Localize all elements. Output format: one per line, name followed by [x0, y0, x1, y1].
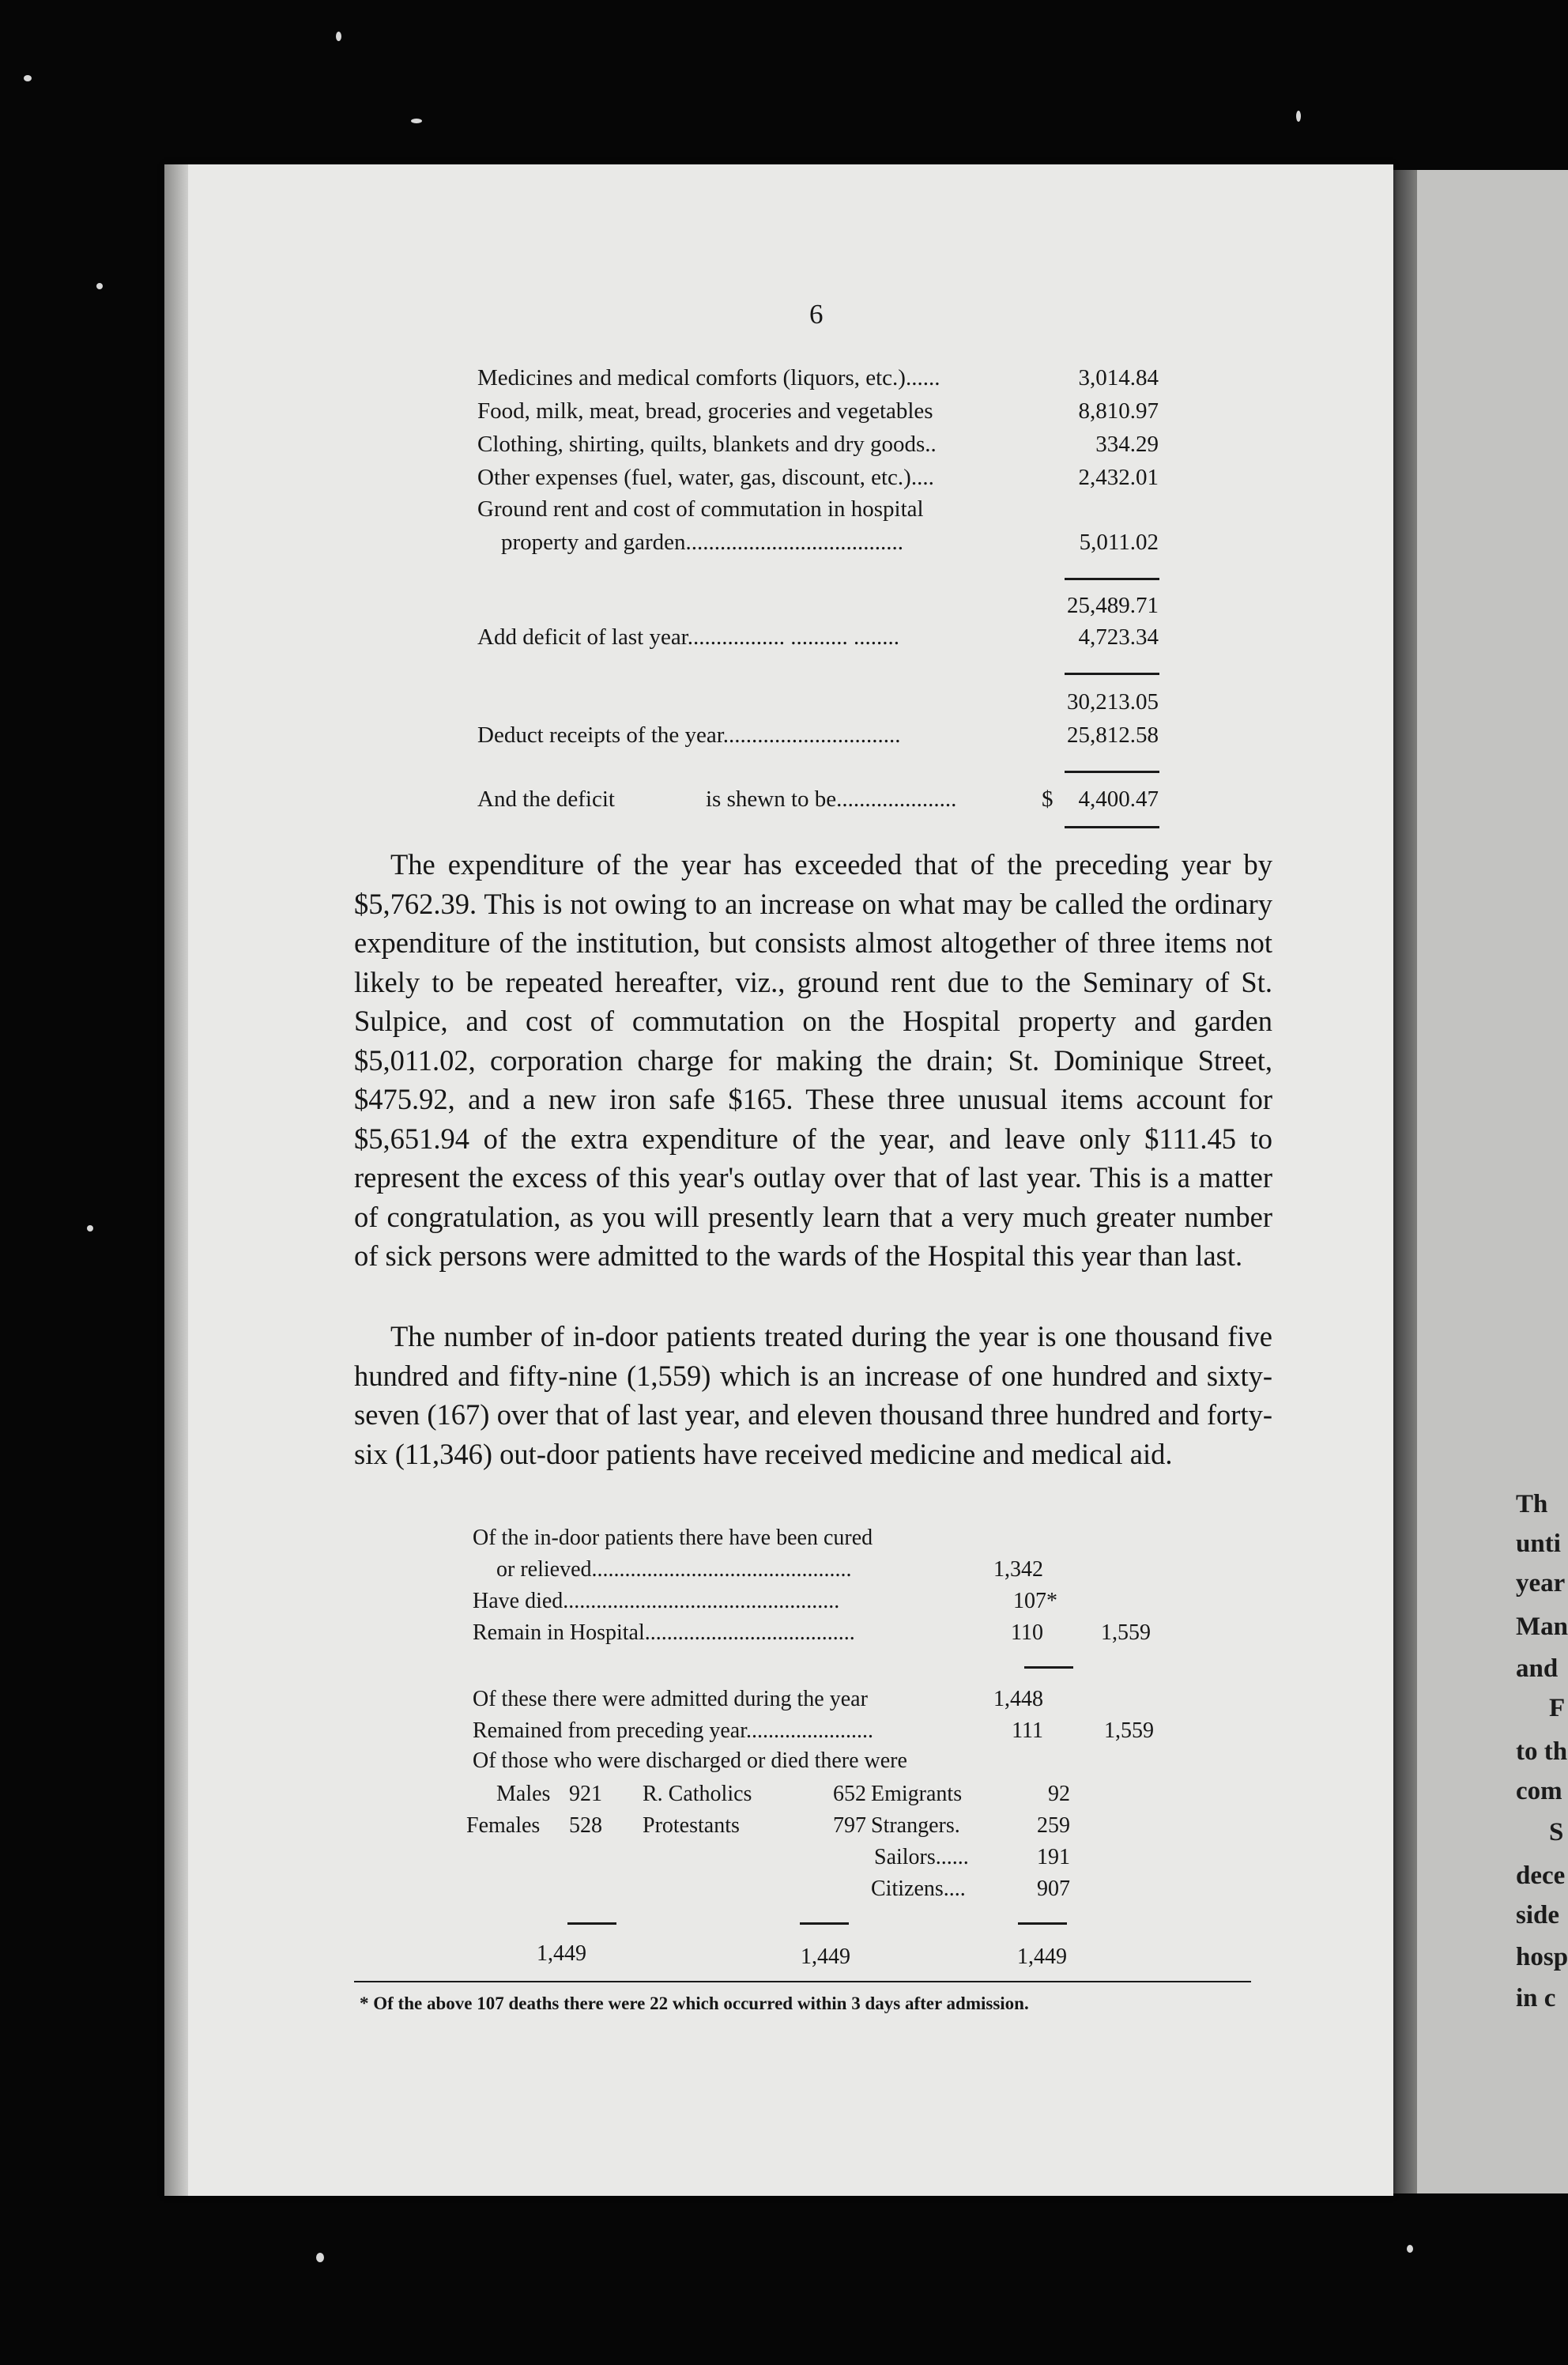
- account-label: Medicines and medical comforts (liquors, etc.)......: [477, 365, 940, 390]
- stats-total: 1,559: [1101, 1620, 1151, 1645]
- breakdown-label: Sailors......: [874, 1845, 969, 1869]
- adjacent-page-text: F: [1549, 1694, 1566, 1722]
- account-amount: 2,432.01: [1078, 465, 1159, 490]
- sum-rule: [1065, 578, 1159, 580]
- stats-label: Remain in Hospital......................................: [473, 1620, 855, 1645]
- adjacent-page-text: year: [1516, 1569, 1566, 1597]
- account-label: property and garden......................................: [501, 530, 904, 555]
- adjacent-page-text: hosp: [1516, 1943, 1568, 1971]
- adjacent-page-text: in c: [1516, 1984, 1556, 2012]
- account-amount: 334.29: [1095, 432, 1159, 457]
- adjacent-page-text: to th: [1516, 1737, 1568, 1766]
- breakdown-total: 1,449: [801, 1944, 850, 1969]
- stats-label: or relieved...............................................: [496, 1557, 852, 1582]
- account-label: Clothing, shirting, quilts, blankets and dry goods..: [477, 432, 937, 457]
- adjacent-page-text: unti: [1516, 1530, 1561, 1558]
- body-paragraph: The expenditure of the year has exceeded that of the preceding year by $5,762.39. This is not owing to an increase on what may be called the ordinary expenditure of the institution, but consists almost altogether of three items not likely to be repeated hereafter, viz., ground rent due to the Seminary of St. Sulpice, and cost of commutation on the Hospital property and garden $5,011.02, corporation charge for making the drain; St. Dominique Street, $475.92, and a new iron safe $165. These three unusual items account for $5,651.94 of the extra expenditure of the year, and leave only $111.45 to represent the excess of this year's outlay over that of last year. This is a matter of congratulation, as you will presently learn that a very much greater number of sick persons were admitted to the wards of the Hospital this year than last.: [354, 848, 1272, 1272]
- stats-total: 1,559: [1104, 1718, 1154, 1743]
- breakdown-label: Protestants: [643, 1813, 740, 1838]
- stats-value: 110: [1011, 1620, 1043, 1645]
- breakdown-total: 1,449: [1017, 1944, 1067, 1969]
- stats-value: 1,342: [993, 1557, 1043, 1582]
- breakdown-label: R. Catholics: [643, 1782, 752, 1806]
- adjacent-page-text: and: [1516, 1654, 1559, 1683]
- breakdown-value: 652: [833, 1782, 866, 1806]
- breakdown-label: Females: [466, 1813, 541, 1838]
- stats-value: 1,448: [993, 1687, 1043, 1711]
- breakdown-label: Strangers.: [871, 1813, 960, 1838]
- account-amount: 3,014.84: [1078, 365, 1159, 390]
- breakdown-label: Citizens....: [871, 1877, 966, 1901]
- footnote: * Of the above 107 deaths there were 22 which occurred within 3 days after admission.: [360, 1993, 1029, 2013]
- stats-label: Have died..................................................: [473, 1589, 840, 1613]
- sum-rule: [1018, 1922, 1067, 1925]
- breakdown-value: 528: [569, 1813, 602, 1838]
- breakdown-value: 921: [569, 1782, 602, 1806]
- stats-value: 107*: [1013, 1589, 1057, 1613]
- stats-label: Remained from preceding year.......................: [473, 1718, 873, 1743]
- sum-rule: [1024, 1666, 1073, 1669]
- add-deficit-amount: 4,723.34: [1078, 624, 1159, 650]
- dust-speck: [1407, 2245, 1413, 2253]
- stats-intro: Of those who were discharged or died there were: [473, 1748, 907, 1773]
- add-deficit-label: Add deficit of last year................. .......... ........: [477, 624, 899, 650]
- adjacent-page-text: side: [1516, 1901, 1560, 1929]
- breakdown-value: 92: [1048, 1782, 1070, 1806]
- deduct-receipts-amount: 25,812.58: [1067, 722, 1159, 748]
- adjacent-page-text: S: [1549, 1818, 1564, 1846]
- breakdown-label: Males: [496, 1782, 551, 1806]
- sum-rule: [800, 1922, 849, 1925]
- adjacent-page-text: Man: [1516, 1612, 1568, 1641]
- currency-symbol: $: [1042, 786, 1054, 812]
- page-number: 6: [809, 299, 824, 330]
- deficit-amount: 4,400.47: [1078, 786, 1159, 812]
- breakdown-label: Emigrants: [871, 1782, 963, 1806]
- body-paragraph: The number of in-door patients treated during the year is one thousand five hundred and fifty-nine (1,559) which is an increase of one hundred and sixty-seven (167) over that of last year, and eleven thousand three hundred and forty-six (11,346) out-door patients have received medicine and medical aid.: [354, 1320, 1272, 1470]
- footnote-rule: [354, 1981, 1251, 1982]
- deduct-receipts-label: Deduct receipts of the year...............................: [477, 722, 901, 748]
- page-spine-shadow: [164, 164, 188, 2196]
- deficit-label: And the deficit: [477, 786, 615, 812]
- stats-label: Of these there were admitted during the year: [473, 1687, 868, 1711]
- subtotal-amount: 25,489.71: [1067, 593, 1159, 618]
- dust-speck: [336, 32, 341, 41]
- dust-speck: [411, 119, 422, 123]
- adjacent-page-text: com: [1516, 1777, 1562, 1805]
- stats-value: 111: [1012, 1718, 1043, 1743]
- account-label: Other expenses (fuel, water, gas, discount, etc.)....: [477, 465, 934, 490]
- sum-rule: [1065, 826, 1159, 828]
- breakdown-value: 259: [1037, 1813, 1070, 1838]
- sum-rule: [1065, 673, 1159, 675]
- adjacent-page-text: dece: [1516, 1861, 1566, 1890]
- dust-speck: [1296, 111, 1301, 122]
- dust-speck: [96, 283, 103, 289]
- subtotal-amount: 30,213.05: [1067, 689, 1159, 715]
- dust-speck: [87, 1225, 93, 1232]
- stats-intro: Of the in-door patients there have been cured: [473, 1526, 873, 1550]
- sum-rule: [567, 1922, 616, 1925]
- account-amount: 8,810.97: [1078, 398, 1159, 424]
- account-amount: 5,011.02: [1079, 530, 1159, 555]
- breakdown-total: 1,449: [537, 1941, 586, 1966]
- adjacent-page-gutter: [1393, 170, 1417, 2193]
- account-label: Food, milk, meat, bread, groceries and vegetables: [477, 398, 933, 424]
- sum-rule: [1065, 771, 1159, 773]
- breakdown-value: 907: [1037, 1877, 1070, 1901]
- account-label: Ground rent and cost of commutation in hospital: [477, 496, 924, 522]
- breakdown-value: 797: [833, 1813, 866, 1838]
- dust-speck: [316, 2253, 324, 2262]
- dust-speck: [24, 75, 32, 81]
- adjacent-page-text: Th: [1516, 1490, 1548, 1518]
- deficit-label: is shewn to be.....................: [706, 786, 957, 812]
- breakdown-value: 191: [1037, 1845, 1070, 1869]
